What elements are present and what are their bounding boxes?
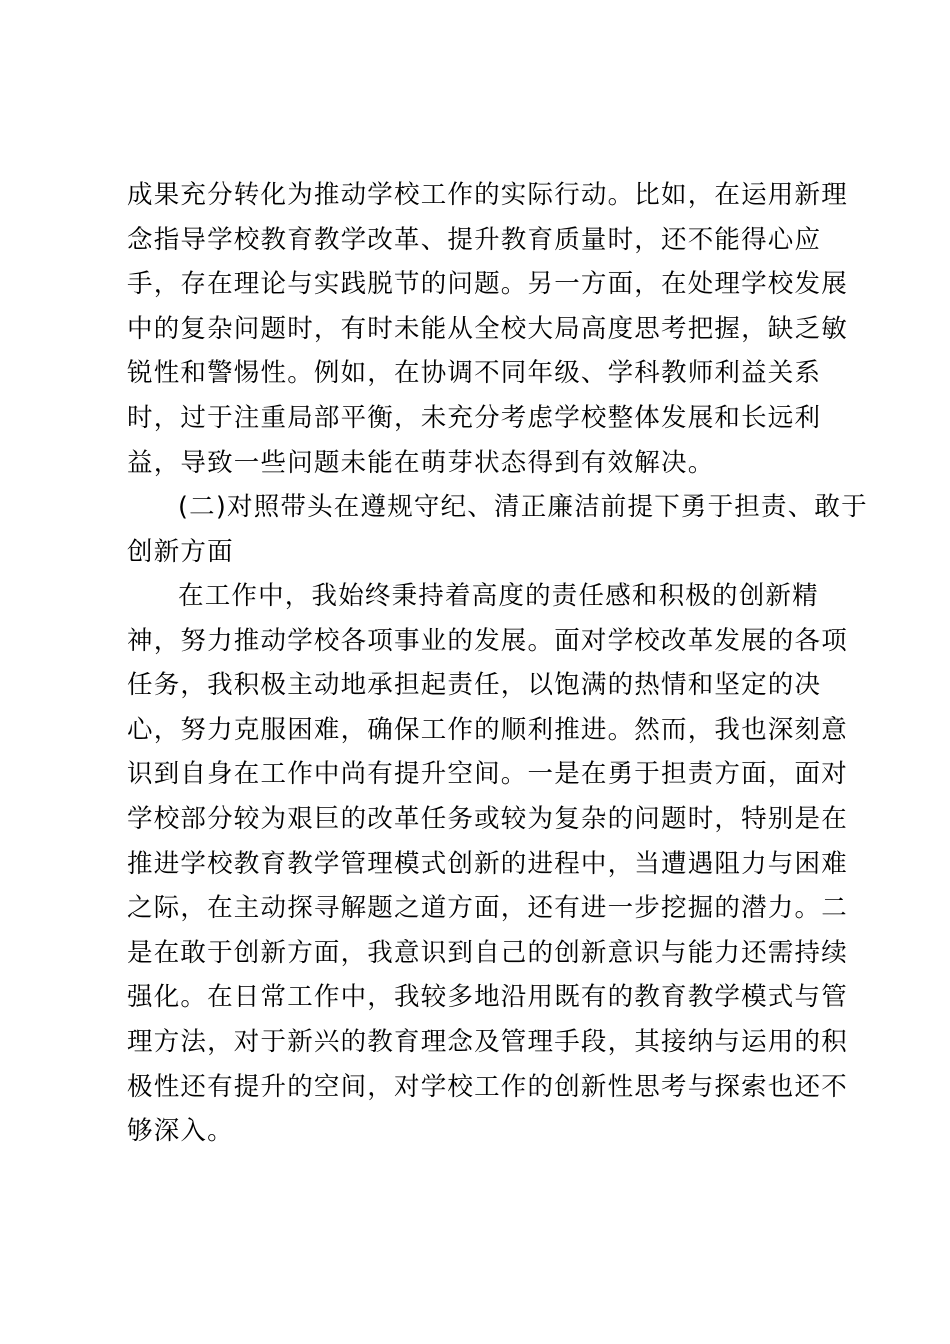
paragraph-1-line-7: 益，导致一些问题未能在萌芽状态得到有效解决。 (127, 447, 715, 478)
section-heading-2-line-1: (二)对照带头在遵规守纪、清正廉洁前提下勇于担责、敢于 (178, 492, 868, 522)
paragraph-1 (127, 173, 848, 485)
paragraph-2-line-9: 是在敢于创新方面，我意识到自己的创新意识与能力还需持续 (127, 937, 848, 968)
paragraph-2 (127, 574, 848, 1154)
paragraph-2-line-4: 心，努力克服困难，确保工作的顺利推进。然而，我也深刻意 (127, 714, 848, 745)
paragraph-1-line-5: 锐性和警惕性。例如，在协调不同年级、学科教师利益关系 (127, 358, 822, 389)
section-heading-2 (127, 485, 868, 574)
paragraph-1-line-6: 时，过于注重局部平衡，未充分考虑学校整体发展和长远利 (127, 402, 822, 433)
paragraph-2-line-3: 任务，我积极主动地承担起责任，以饱满的热情和坚定的决 (127, 670, 822, 701)
paragraph-2-line-12: 极性还有提升的空间，对学校工作的创新性思考与探索也还不 (127, 1071, 848, 1102)
paragraph-1-line-4: 中的复杂问题时，有时未能从全校大局高度思考把握，缺乏敏 (127, 313, 848, 344)
paragraph-1-line-1: 成果充分转化为推动学校工作的实际行动。比如，在运用新理 (127, 180, 848, 210)
paragraph-2-line-7: 推进学校教育教学管理模式创新的进程中，当遭遇阻力与困难 (127, 848, 848, 879)
paragraph-2-line-2: 神，努力推动学校各项事业的发展。面对学校改革发展的各项 (127, 625, 848, 656)
paragraph-2-line-1: 在工作中，我始终秉持着高度的责任感和积极的创新精 (178, 581, 819, 611)
paragraph-1-line-2: 念指导学校教育教学改革、提升教育质量时，还不能得心应 (127, 224, 822, 255)
paragraph-1-line-3: 手，存在理论与实践脱节的问题。另一方面，在处理学校发展 (127, 269, 848, 300)
paragraph-2-line-13: 够深入。 (127, 1116, 234, 1147)
paragraph-2-line-5: 识到自身在工作中尚有提升空间。一是在勇于担责方面，面对 (127, 759, 848, 790)
paragraph-2-line-10: 强化。在日常工作中，我较多地沿用既有的教育教学模式与管 (127, 982, 848, 1013)
paragraph-2-line-11: 理方法，对于新兴的教育理念及管理手段，其接纳与运用的积 (127, 1026, 848, 1057)
section-heading-2-line-2: 创新方面 (127, 536, 234, 567)
paragraph-2-line-6: 学校部分较为艰巨的改革任务或较为复杂的问题时，特别是在 (127, 803, 848, 834)
paragraph-2-line-8: 之际，在主动探寻解题之道方面，还有进一步挖掘的潜力。二 (127, 893, 848, 924)
